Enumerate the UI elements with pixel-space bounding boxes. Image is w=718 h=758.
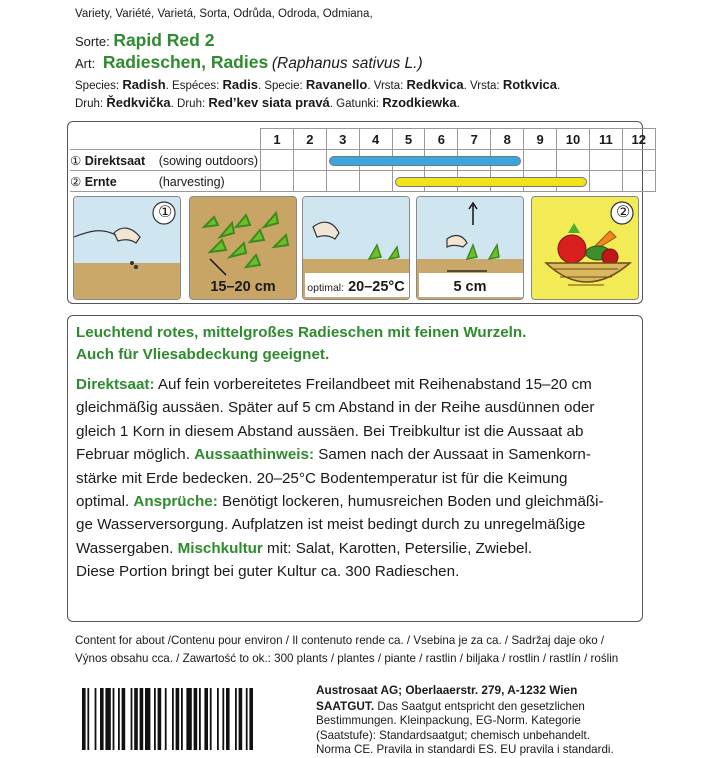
- month-slot: [392, 171, 425, 192]
- row-number: ①: [70, 153, 85, 168]
- species-name: Rzodkiewka: [382, 95, 457, 110]
- description-line: [76, 443, 634, 466]
- description-line: [76, 560, 634, 583]
- company-info: [316, 683, 646, 758]
- saatgut-text-4: Norma CE. Pravila in standardi ES. EU pravila i standardi.: [316, 743, 614, 756]
- contents-line-1: Content for about /Contenu pour environ / Il contenuto rende ca. / Vsebina je za ca. / Sadržaj daje oko /: [75, 634, 605, 647]
- row-title: Ernte: [84, 174, 117, 189]
- description-segment: Diese Portion bringt bei guter Kultur ca. 300 Radieschen.: [76, 563, 460, 581]
- description-segment: mit: Salat, Karotten, Petersilie, Zwiebel.: [262, 539, 533, 557]
- month-header-row: [70, 129, 655, 150]
- barcode-bar: [145, 688, 150, 750]
- calendar-row-label: [70, 171, 261, 192]
- barcode-bar: [158, 688, 162, 750]
- species-label: . Vrsta:: [463, 80, 503, 92]
- species-label: . Vrsta:: [367, 80, 407, 92]
- species-label: . Espéces:: [165, 80, 223, 92]
- species-label: . Gatunki:: [329, 98, 383, 110]
- row-number: ②: [70, 174, 85, 189]
- species-line-1: [75, 77, 560, 92]
- species-name: Rotkvica: [502, 77, 558, 92]
- month-slot: [425, 150, 458, 171]
- month-cell: 10: [557, 129, 590, 150]
- barcode-bar: [199, 688, 201, 750]
- harvest-bar: [457, 177, 491, 187]
- month-cell: 8: [491, 129, 524, 150]
- description-segment: ge Wasserversorgung. Aufplatzen ist meist bedingt durch zu unregelmäßige: [76, 516, 586, 534]
- plant-spacing-label: 5 cm: [453, 279, 487, 295]
- month-slot: [293, 171, 326, 192]
- description-segment: Auf fein vorbereitetes Freilandbeet mit Reihenabstand 15–20 cm: [154, 376, 592, 393]
- month-slot: [458, 150, 491, 171]
- sowing-bar: [329, 156, 360, 166]
- step2-badge: ②: [616, 204, 631, 221]
- month-slot: [326, 150, 359, 171]
- illustration-sowing-hand: [73, 196, 181, 300]
- month-slot: [491, 150, 524, 171]
- barcode-bar: [194, 688, 198, 750]
- description-box: [67, 315, 643, 622]
- barcode-bar: [82, 688, 86, 750]
- barcode-bar: [118, 688, 120, 750]
- barcode-bar: [176, 688, 180, 750]
- calendar-row-label: [70, 150, 261, 171]
- harvest-bar: [424, 177, 458, 187]
- barcode-bar: [239, 688, 243, 750]
- barcode-bar: [222, 688, 224, 750]
- art-label: Art:: [75, 56, 96, 71]
- month-slot: [326, 171, 359, 192]
- saatgut-text-3: (Saatstufe): Standardsaatgut; chemisch unbehandelt.: [316, 728, 590, 742]
- barcode-bar: [134, 688, 138, 750]
- description-segment: stärke mit Erde bedecken. 20–25°C Bodentemperatur ist für die Keimung: [76, 469, 568, 487]
- species-name: Red’kev siata pravá: [208, 95, 330, 110]
- month-cell: 4: [359, 129, 392, 150]
- illustration-harvest-basket: [531, 196, 639, 300]
- month-slot: [622, 150, 655, 171]
- month-slot: [524, 171, 557, 192]
- month-slot: [425, 171, 458, 192]
- species-line-2: [75, 95, 460, 110]
- barcode-bar: [217, 688, 219, 750]
- temperature-prefix: optimal:: [307, 282, 345, 294]
- month-slot: [359, 150, 392, 171]
- month-slot: [261, 171, 294, 192]
- month-cell: 7: [458, 129, 491, 150]
- headline-1: Leuchtend rotes, mittelgroßes Radieschen mit feinen Wurzeln.: [76, 324, 527, 341]
- month-cell: 12: [622, 129, 655, 150]
- sorte-row: [75, 30, 214, 51]
- species-name: Radish: [122, 77, 166, 92]
- month-cell: 3: [326, 129, 359, 150]
- sowing-calendar: [70, 128, 656, 192]
- species-label: . Specie:: [257, 80, 306, 92]
- description-line: [76, 537, 634, 560]
- month-slot: [589, 150, 622, 171]
- month-slot: [524, 150, 557, 171]
- barcode-bar: [140, 688, 144, 750]
- variety-labels: Variety, Variété, Varietá, Sorta, Odrůda, Odroda, Odmiana,: [75, 8, 373, 20]
- sowing-bar: [359, 156, 393, 166]
- sorte-label: Sorte:: [75, 34, 110, 49]
- barcode-bar: [172, 688, 174, 750]
- barcode-bar: [95, 688, 97, 750]
- sowing-row: [70, 150, 655, 171]
- description-segment: Wassergaben.: [76, 539, 178, 557]
- keyword: Ansprüche:: [133, 493, 218, 511]
- description-segment: gleichmäßig aussäen. Später auf 5 cm Abstand in der Reihe ausdünnen oder: [76, 399, 595, 417]
- contents-info: [75, 632, 655, 668]
- barcode-bar: [235, 688, 237, 750]
- species-label: .: [456, 98, 460, 110]
- description-line: [76, 420, 634, 443]
- keyword: Aussaathinweis:: [194, 446, 315, 464]
- headline-2: Auch für Vliesabdeckung geeignet.: [76, 346, 330, 363]
- barcode-bar: [113, 688, 115, 750]
- harvest-bar: [490, 177, 524, 187]
- keyword: Mischkultur: [177, 539, 263, 557]
- art-value: Radieschen, Radies: [102, 52, 269, 72]
- temperature-label: [303, 279, 409, 295]
- month-slot: [557, 171, 590, 192]
- description-line: [76, 490, 634, 513]
- month-slot: [589, 171, 622, 192]
- month-cell: 1: [261, 129, 294, 150]
- barcode-bar: [100, 688, 104, 750]
- row-subtitle: (harvesting): [158, 174, 225, 189]
- barcode-bar: [210, 688, 212, 750]
- description-line: [76, 373, 634, 396]
- month-cell: 2: [293, 129, 326, 150]
- barcode-bar: [226, 688, 230, 750]
- sowing-bar: [457, 156, 491, 166]
- description-text: [76, 373, 634, 584]
- saatgut-text-2: Bestimmungen. Kleinpackung, EG-Norm. Kategorie: [316, 714, 581, 727]
- illustration-thinning: [416, 196, 524, 300]
- description-segment: Benötigt lockeren, humusreichen Boden und gleichmäßi-: [217, 493, 604, 511]
- month-cell: 6: [425, 129, 458, 150]
- month-slot: [458, 171, 491, 192]
- harvest-bar: [556, 177, 587, 187]
- sowing-bar: [490, 156, 521, 166]
- description-line: [76, 513, 634, 536]
- month-slot: [557, 150, 590, 171]
- species-label: Druh:: [75, 98, 107, 110]
- barcode-bar: [165, 688, 167, 750]
- barcode-bar: [122, 688, 126, 750]
- description-line: [76, 467, 634, 490]
- row-spacing-label: 15–20 cm: [210, 279, 276, 295]
- sorte-value: Rapid Red 2: [113, 30, 215, 50]
- barcode-bar: [246, 688, 248, 750]
- month-cell: 11: [589, 129, 622, 150]
- description-segment: optimal.: [76, 493, 134, 511]
- contents-line-2: Výnos obsahu cca. / Zawartość to ok.: 300 plants / plantes / piante / rastlin / biljaka / rostlin / rastlín / roślin: [75, 652, 619, 665]
- harvest-row: [70, 171, 655, 192]
- row-subtitle: (sowing outdoors): [158, 153, 259, 168]
- row-title: Direktsaat: [84, 153, 146, 168]
- harvest-bar: [395, 177, 426, 187]
- species-name: Ředkvička: [106, 95, 171, 110]
- species-name: Ravanello: [305, 77, 368, 92]
- barcode-bar: [249, 688, 253, 750]
- description-line: [76, 396, 634, 419]
- step1-badge: ①: [158, 204, 173, 221]
- month-slot: [293, 150, 326, 171]
- barcode-bar: [131, 688, 133, 750]
- harvest-bar: [523, 177, 557, 187]
- barcode-bar: [154, 688, 156, 750]
- description-segment: gleich 1 Korn in diesem Abstand aussäen. Bei Treibkultur ist die Aussaat ab: [76, 422, 584, 440]
- art-row: [75, 52, 423, 73]
- month-cell: 5: [392, 129, 425, 150]
- description-segment: Samen nach der Aussaat in Samenkorn-: [314, 446, 591, 464]
- species-name: Redkvica: [406, 77, 464, 92]
- description-segment: Februar möglich.: [76, 446, 195, 464]
- barcode-bar: [105, 688, 110, 750]
- species-name: Radis: [222, 77, 258, 92]
- art-latin: (Raphanus sativus L.): [271, 55, 423, 72]
- barcode-bar: [87, 688, 89, 750]
- sowing-bar: [392, 156, 426, 166]
- month-slot: [491, 171, 524, 192]
- month-slot: [359, 171, 392, 192]
- saatgut-label: SAATGUT.: [316, 698, 375, 713]
- month-cell: 9: [524, 129, 557, 150]
- sowing-bar: [424, 156, 458, 166]
- species-label: . Druh:: [170, 98, 209, 110]
- temperature-value: 20–25°C: [348, 279, 405, 295]
- month-slot: [392, 150, 425, 171]
- keyword: Direktsaat:: [76, 376, 155, 393]
- species-label: .: [557, 80, 561, 92]
- barcode-bar: [204, 688, 208, 750]
- month-slot: [261, 150, 294, 171]
- barcode-bars: [82, 688, 292, 750]
- barcode-bar: [186, 688, 191, 750]
- saatgut-text-1: Das Saatgut entspricht den gesetzlichen: [374, 699, 585, 713]
- barcode: [82, 688, 292, 750]
- species-label: Species:: [75, 80, 123, 92]
- illustration-temperature: [302, 196, 410, 300]
- company-address: Austrosaat AG; Oberlaaerstr. 279, A-1232 Wien: [316, 683, 578, 697]
- illustration-row-spacing: [189, 196, 297, 300]
- barcode-bar: [181, 688, 183, 750]
- month-slot: [622, 171, 655, 192]
